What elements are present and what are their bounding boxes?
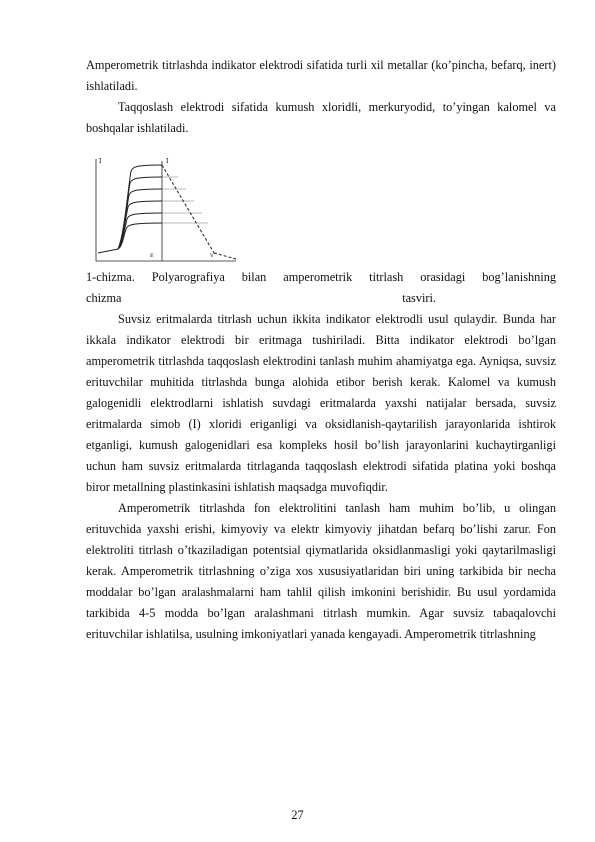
caption-word-right: tasviri. — [402, 291, 436, 305]
right-x-label: V — [210, 253, 214, 259]
titration-tail — [214, 253, 236, 259]
titration-curve — [162, 165, 214, 253]
paragraph-4: Amperometrik titrlashda fon elektrolitini tanlash ham muhim bo’lib, u olingan erituvchida yaxshi erishi, kimyoviy va elektr kimyoviy jihatdan befarq bo’lishi zarur. Fon elektroliti titrlash o’tkaziladigan potentsial qiymatlarida oksidlanmasligi yoki qaytarilmasligi kerak. Amperometrik titrlashning o’ziga xos xususiyatlaridan biri uning tarkibida bir necha moddalar bo’lgan aralashmalarni ham tahlil qilish imkonini berishidir. Bu usul yordamida tarkibida 4-5 modda bo’lgan aralashmani titrlash mumkin. Agar suvsiz tabaqalovchi erituvchilar ishlatilsa, usulning imkoniyatlari yanada kengayadi. Amperometrik titrlashning — [86, 501, 556, 641]
polarographic-waves — [98, 165, 162, 253]
page-body — [86, 55, 556, 645]
paragraph-3: Suvsiz eritmalarda titrlash uchun ikkita indikator elektrodli usul qulaydir. Bunda har ikkala indikator elektrodi bir eritmaga tushiriladi. Bitta indikator elektrodi bo’lgan amperometrik titrlashda taqqoslash elektrodini tanlash muhim ahamiyatga ega. Ayniqsa, suvsiz erituvchilar muhitida titrlashda bunga alohida etibor berish kerak. Kalomel va kumush galogenidli elektrodlarni ishlatish suvdagi eritmalarda yaxshi natijalar bersada, suvsiz eritmalarda simob (I) xloridi eriganligi va oksidlanish-qaytarilish jarayonlarida ishtirok etganligi, kumush galogenidlari esa kompleks hosil bo’lish jarayonlarini kuchaytirganligi uchun ham suvsiz eritmalarda titrlaganda taqqoslash elektrodi sifatida platina yoki boshqa biror metallning plastinkasini ishlatish maqsadga muvofiqdir. — [86, 312, 556, 494]
caption-word-left: chizma — [86, 291, 122, 305]
left-axis-label: I — [99, 158, 102, 165]
paragraph-2: Taqqoslash elektrodi sifatida kumush xloridli, merkuryodid, to’yingan kalomel va boshqalar ishlatiladi. — [86, 100, 556, 135]
right-axis-label: I — [166, 158, 169, 165]
figure-caption-line1: 1-chizma. Polyarografiya bilan amperometrik titrlash orasidagi bog’lanishning — [86, 270, 556, 284]
figure-polarography-diagram — [90, 149, 240, 267]
current-levels — [162, 177, 208, 223]
paragraph-1: Amperometrik titrlashda indikator elektrodi sifatida turli xil metallar (ko’pincha, befarq, inert) ishlatiladi. — [86, 58, 556, 93]
polarography-amperometry-svg — [90, 149, 240, 267]
left-x-label: E — [150, 253, 154, 259]
page-number: 27 — [291, 808, 304, 822]
figure-caption-line2 — [86, 288, 556, 309]
